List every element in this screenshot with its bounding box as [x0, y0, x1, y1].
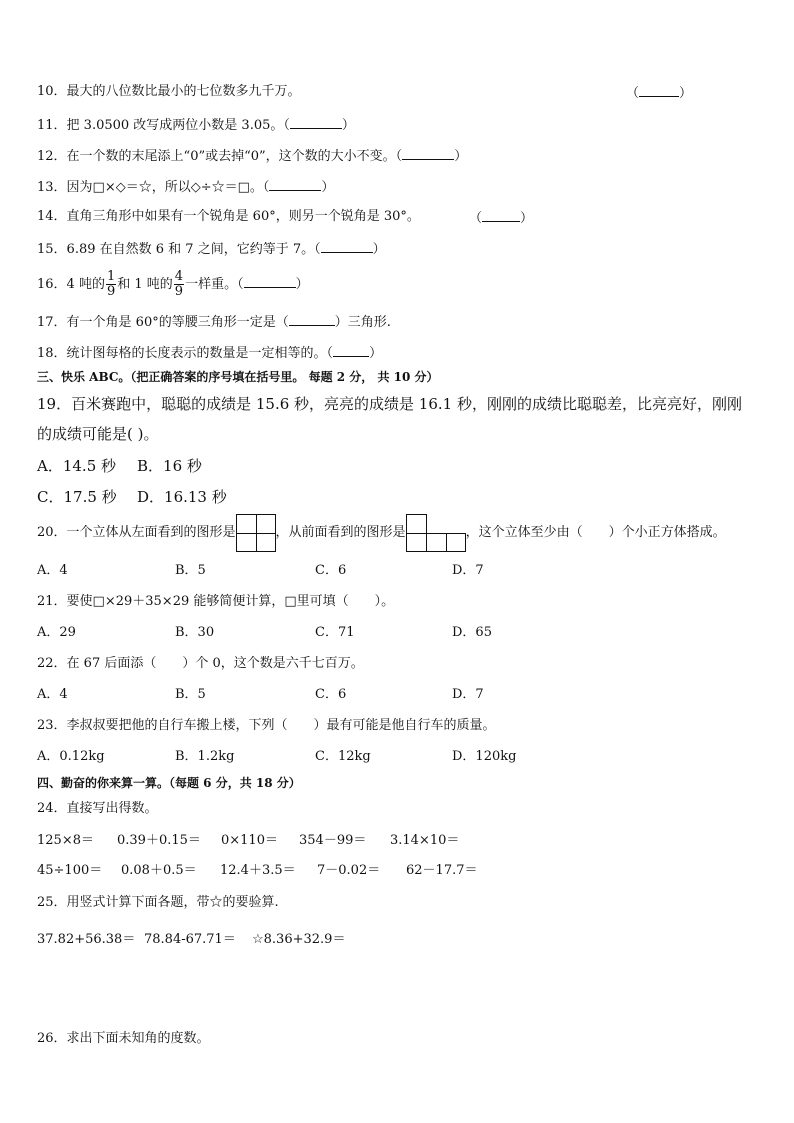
question-number: 14．: [37, 209, 67, 224]
calc-item: ☆8.36+32.9＝: [252, 932, 346, 947]
question-11: [37, 116, 355, 134]
question-10: [37, 84, 301, 100]
question-25: 25．用竖式计算下面各题，带☆的要验算.: [37, 895, 279, 910]
option-d[interactable]: D．7: [452, 563, 484, 578]
option-c[interactable]: C．17.5 秒: [37, 488, 117, 506]
answer-blank[interactable]: [402, 147, 454, 160]
option-c[interactable]: C．6: [315, 563, 347, 578]
fraction: [174, 270, 184, 299]
question-text: 因为□×◇＝☆，所以◇÷☆＝□。（: [66, 180, 270, 195]
calc-item: 3.14×10＝: [390, 833, 460, 848]
question-text: 有一个角是 60°的等腰三角形一定是（: [66, 315, 289, 330]
answer-blank[interactable]: [639, 84, 679, 97]
question-text: 直角三角形中如果有一个锐角是 60°，则另一个锐角是 30°。: [66, 209, 420, 224]
answer-paren-10[interactable]: [626, 84, 692, 102]
calc-item: 12.4＋3.5＝: [220, 863, 296, 878]
option-b[interactable]: B．30: [175, 625, 215, 640]
question-number: 15．: [37, 242, 67, 257]
calc-item: 0.39＋0.15＝: [117, 833, 201, 848]
paren-right: ）: [454, 149, 468, 164]
question-13: [37, 178, 334, 196]
calc-item: 0.08＋0.5＝: [121, 863, 197, 878]
option-a[interactable]: A．4: [37, 687, 68, 702]
question-text: 和 1 吨的: [117, 277, 173, 292]
fraction-numerator: 4: [174, 269, 184, 284]
question-text: 最大的八位数比最小的七位数多九千万。: [66, 84, 301, 99]
option-a[interactable]: A．14.5 秒: [37, 457, 116, 475]
section-heading-3: 三、快乐 ABC。（把正确答案的序号填在括号里。 每题 2 分， 共 10 分）: [37, 370, 439, 384]
front-view-grid-icon: [406, 514, 466, 552]
paren-right: ）: [321, 180, 335, 195]
option-d[interactable]: D．7: [452, 687, 484, 702]
question-17: [37, 313, 391, 331]
option-a[interactable]: A．4: [37, 563, 68, 578]
question-text: ，从前面看到的图形是: [275, 525, 406, 540]
answer-blank[interactable]: [333, 344, 369, 357]
option-b[interactable]: B．5: [175, 563, 206, 578]
question-14: [37, 209, 420, 225]
option-d[interactable]: D．120kg: [452, 749, 517, 764]
question-text: 6.89 在自然数 6 和 7 之间，它约等于 7。（: [66, 242, 321, 257]
question-23: 23．李叔叔要把他的自行车搬上楼，下列（ ）最有可能是他自行车的质量。: [37, 718, 496, 733]
fraction-numerator: 1: [106, 269, 116, 284]
question-21: 21．要使□×29＋35×29 能够简便计算，□里可填（ ）。: [37, 594, 395, 609]
question-number: 13．: [37, 180, 67, 195]
question-number: 10．: [37, 84, 67, 99]
fraction: [106, 270, 116, 299]
paren-right: ）: [679, 86, 693, 101]
question-number: 11．: [37, 118, 67, 133]
question-19-line1: 19．百米赛跑中，聪聪的成绩是 15.6 秒，亮亮的成绩是 16.1 秒，刚刚的成绩比聪聪差，比亮亮好，刚刚: [37, 395, 742, 413]
question-text: 在一个数的末尾添上“0”或去掉“0”，这个数的大小不变。（: [66, 149, 403, 164]
calc-item: 125×8＝: [37, 833, 94, 848]
paren-left: （: [469, 211, 483, 226]
answer-blank[interactable]: [269, 178, 321, 191]
question-number: 17．: [37, 315, 67, 330]
paren-right: ）: [341, 118, 355, 133]
question-22: 22．在 67 后面添（ ）个 0，这个数是六千七百万。: [37, 656, 364, 671]
option-d[interactable]: D．65: [452, 625, 492, 640]
question-text: 把 3.0500 改写成两位小数是 3.05。（: [66, 118, 290, 133]
left-view-grid-icon: [236, 514, 276, 552]
question-15: [37, 240, 386, 258]
option-b[interactable]: B．16 秒: [137, 457, 202, 475]
paren-right: ）: [520, 211, 534, 226]
question-24: 24．直接写出得数。: [37, 801, 158, 816]
question-text: 一样重。（: [185, 277, 244, 292]
section-heading-4: 四、勤奋的你来算一算。（每题 6 分，共 18 分）: [37, 776, 301, 790]
fraction-denominator: 9: [174, 284, 184, 299]
answer-blank[interactable]: [290, 116, 342, 129]
paren-right: ）: [372, 242, 386, 257]
calc-item: 78.84-67.71＝: [144, 932, 236, 947]
question-text: 20．一个立体从左面看到的图形是: [37, 525, 236, 540]
fraction-denominator: 9: [106, 284, 116, 299]
question-12: [37, 147, 467, 165]
question-text: ）三角形.: [334, 315, 391, 330]
question-text: ，这个立体至少由（ ）个小正方体搭成。: [465, 525, 726, 540]
option-a[interactable]: A．0.12kg: [37, 749, 105, 764]
calc-item: 7－0.02＝: [317, 863, 381, 878]
option-c[interactable]: C．6: [315, 687, 347, 702]
question-18: [37, 344, 382, 362]
question-26: 26．求出下面未知角的度数。: [37, 1031, 210, 1046]
calc-item: 62－17.7＝: [406, 863, 478, 878]
question-20: [37, 513, 726, 553]
question-text: 4 吨的: [66, 277, 105, 292]
answer-paren-14[interactable]: [469, 209, 533, 227]
option-c[interactable]: C．12kg: [315, 749, 371, 764]
option-b[interactable]: B．5: [175, 687, 206, 702]
question-number: 12．: [37, 149, 67, 164]
option-d[interactable]: D．16.13 秒: [137, 488, 227, 506]
answer-blank[interactable]: [482, 209, 520, 222]
calc-item: 37.82+56.38＝: [37, 932, 136, 947]
answer-blank[interactable]: [289, 313, 335, 326]
question-number: 16．: [37, 277, 67, 292]
calc-item: 45÷100＝: [37, 863, 103, 878]
calc-item: 0×110＝: [221, 833, 278, 848]
calc-item: 354－99＝: [299, 833, 367, 848]
question-number: 18．: [37, 346, 67, 361]
option-c[interactable]: C．71: [315, 625, 355, 640]
question-text: 统计图每格的长度表示的数量是一定相等的。（: [66, 346, 334, 361]
paren-left: （: [626, 86, 640, 101]
question-16: [37, 268, 309, 302]
paren-right: ）: [369, 346, 383, 361]
question-19-line2: 的成绩可能是( )。: [37, 425, 159, 443]
answer-blank[interactable]: [244, 275, 296, 288]
paren-right: ）: [295, 277, 309, 292]
option-b[interactable]: B．1.2kg: [175, 749, 235, 764]
option-a[interactable]: A．29: [37, 625, 76, 640]
answer-blank[interactable]: [321, 240, 373, 253]
